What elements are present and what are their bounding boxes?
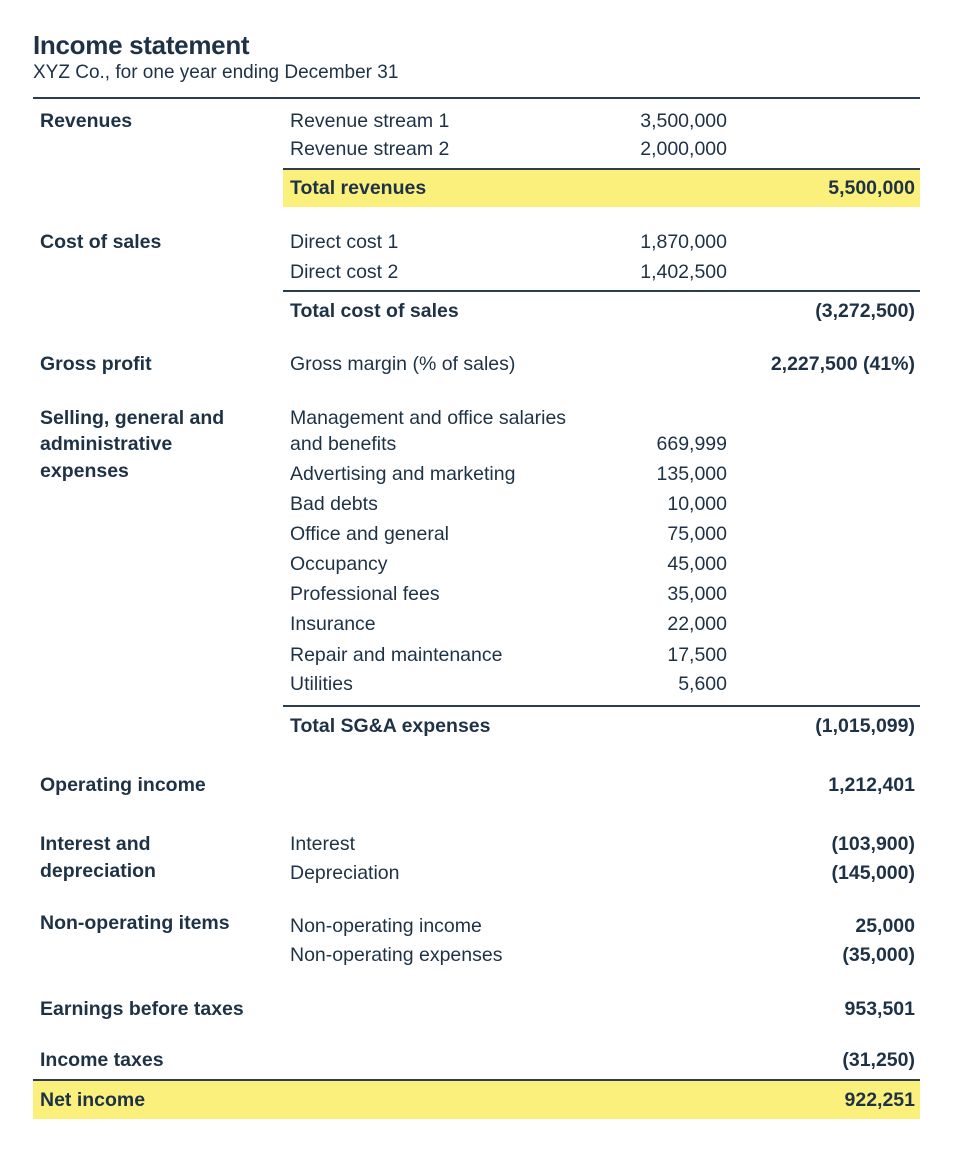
section-label-sga: Selling, general and — [40, 407, 225, 429]
line-item-label: Direct cost 2 — [290, 261, 399, 283]
line-item-label: Bad debts — [290, 493, 378, 515]
line-item-value: (145,000) — [831, 862, 915, 884]
line-item-value: (103,900) — [831, 833, 915, 855]
line-item-value: 5,600 — [678, 673, 727, 695]
section-label-non-operating: Non-operating items — [40, 912, 230, 934]
line-item-label: Office and general — [290, 523, 449, 545]
page-subtitle: XYZ Co., for one year ending December 31 — [33, 62, 399, 83]
line-item-label: Utilities — [290, 673, 353, 695]
line-item-value: 669,999 — [656, 433, 727, 455]
gross-profit-value: 2,227,500 (41%) — [770, 353, 915, 375]
top-divider — [33, 97, 920, 99]
subtotal-divider — [283, 168, 920, 170]
operating-income-value: 1,212,401 — [828, 774, 915, 796]
line-item-value: 1,402,500 — [640, 261, 727, 283]
net-income-divider — [33, 1079, 920, 1081]
line-item-value: 35,000 — [667, 583, 727, 605]
line-item-label: Advertising and marketing — [290, 463, 516, 485]
line-item-value: (35,000) — [842, 944, 915, 966]
gross-margin-label: Gross margin (% of sales) — [290, 353, 516, 375]
line-item-value: 25,000 — [855, 915, 915, 937]
income-taxes-value: (31,250) — [842, 1049, 915, 1071]
section-label-operating-income: Operating income — [40, 774, 206, 796]
section-label-ebt: Earnings before taxes — [40, 998, 244, 1020]
line-item-value: 2,000,000 — [640, 138, 727, 160]
line-item-label: Non-operating expenses — [290, 944, 503, 966]
line-item-value: 22,000 — [667, 613, 727, 635]
section-label-interest-depreciation: Interest and — [40, 833, 151, 855]
total-sga-label: Total SG&A expenses — [290, 715, 491, 737]
subtotal-divider — [283, 705, 920, 707]
line-item-label: Non-operating income — [290, 915, 482, 937]
section-label-income-taxes: Income taxes — [40, 1049, 164, 1071]
line-item-value: 135,000 — [656, 463, 727, 485]
total-revenues-label: Total revenues — [290, 177, 427, 199]
net-income-highlight — [33, 1081, 920, 1119]
section-label-gross-profit: Gross profit — [40, 353, 152, 375]
line-item-value: 45,000 — [667, 553, 727, 575]
line-item-label: Depreciation — [290, 862, 400, 884]
net-income-label: Net income — [40, 1089, 146, 1111]
line-item-label: Insurance — [290, 613, 376, 635]
section-label-sga: administrative — [40, 433, 173, 455]
line-item-label: Repair and maintenance — [290, 644, 503, 666]
line-item-value: 10,000 — [667, 493, 727, 515]
line-item-label: Occupancy — [290, 553, 388, 575]
line-item-value: 17,500 — [667, 644, 727, 666]
line-item-label: Interest — [290, 833, 356, 855]
section-label-sga: expenses — [40, 460, 129, 482]
line-item-label: and benefits — [290, 433, 397, 455]
subtotal-divider — [283, 290, 920, 292]
section-label-cost-of-sales: Cost of sales — [40, 231, 162, 253]
ebt-value: 953,501 — [844, 998, 915, 1020]
line-item-value: 3,500,000 — [640, 110, 727, 132]
line-item-label: Direct cost 1 — [290, 231, 399, 253]
line-item-label: Revenue stream 2 — [290, 138, 450, 160]
net-income-value: 922,251 — [844, 1089, 915, 1111]
line-item-value: 1,870,000 — [640, 231, 727, 253]
total-cost-of-sales-label: Total cost of sales — [290, 300, 459, 322]
total-sga-value: (1,015,099) — [815, 715, 915, 737]
total-cost-of-sales-value: (3,272,500) — [815, 300, 915, 322]
section-label-revenues: Revenues — [40, 110, 133, 132]
line-item-label: Professional fees — [290, 583, 440, 605]
line-item-label: Revenue stream 1 — [290, 110, 450, 132]
section-label-interest-depreciation: depreciation — [40, 860, 156, 882]
page-title: Income statement — [33, 30, 250, 60]
total-revenues-value: 5,500,000 — [828, 177, 915, 199]
line-item-value: 75,000 — [667, 523, 727, 545]
line-item-label: Management and office salaries — [290, 407, 567, 429]
